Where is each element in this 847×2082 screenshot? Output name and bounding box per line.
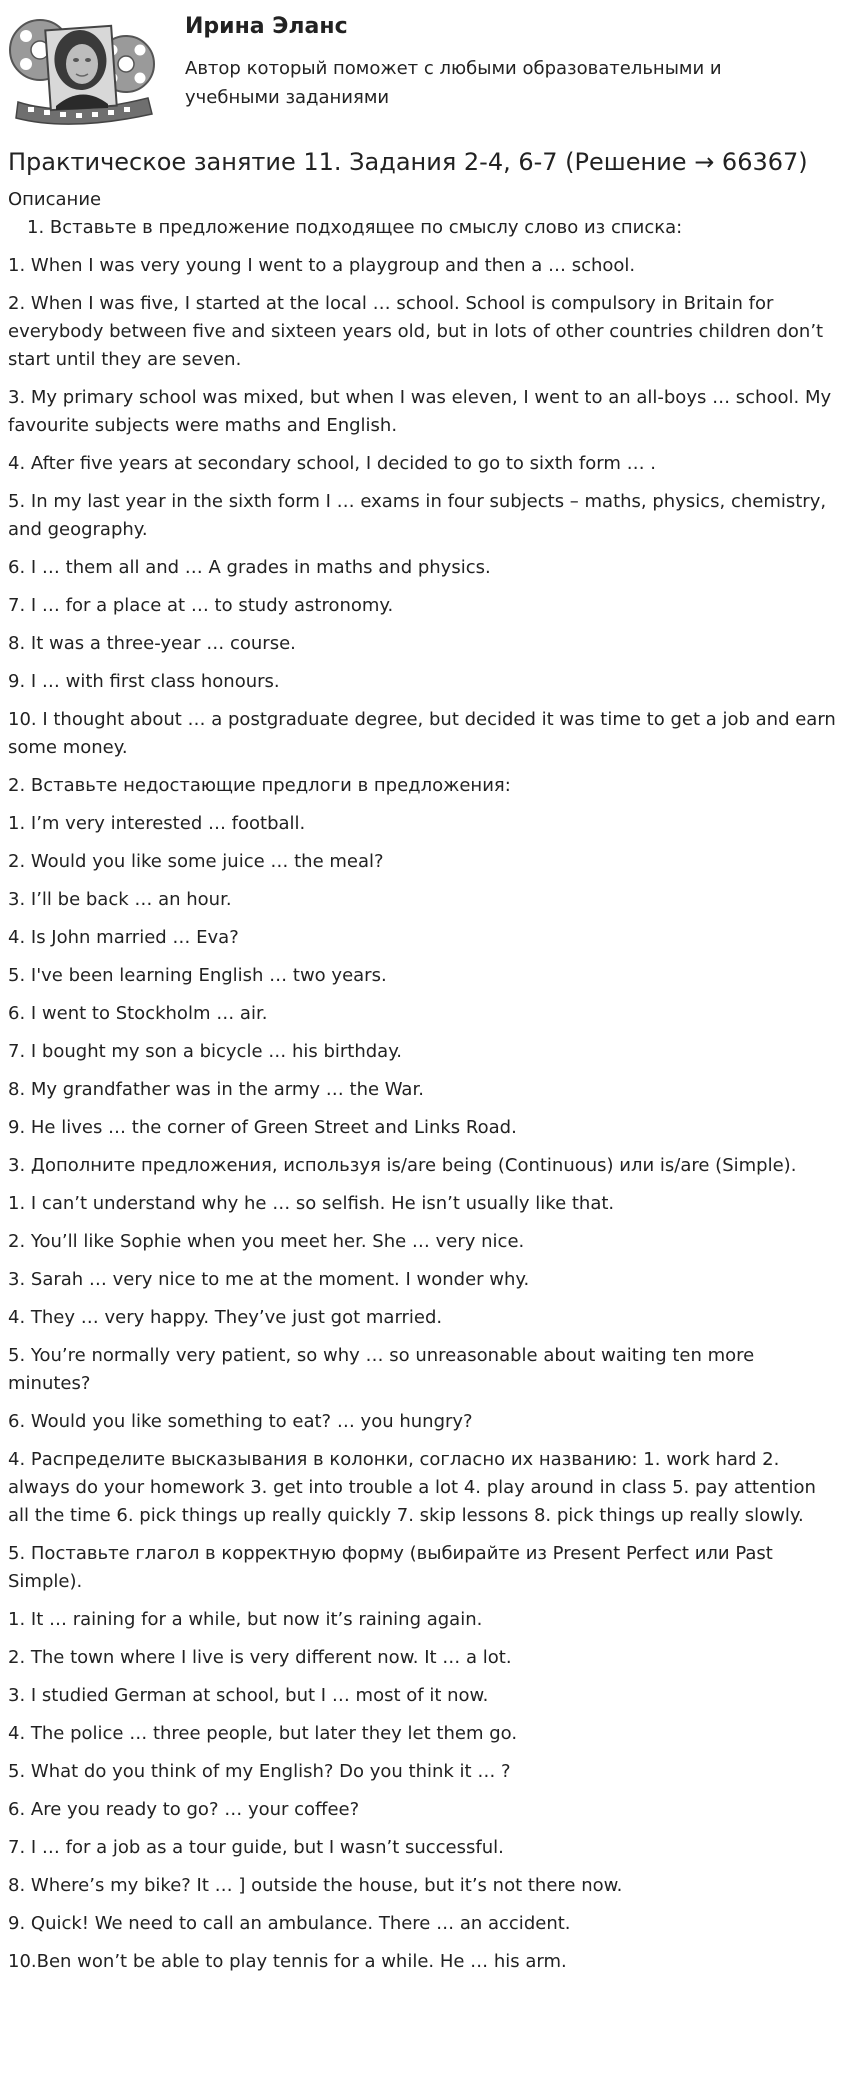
task-paragraph: 4. Распределите высказывания в колонки, согласно их названию: 1. work hard 2. always do your homework 3. get into trouble a lot 4. play around in class 5. pay attention all the time 6. pick things up really quickly 7. skip lessons 8. pick things up really slowly. [8, 1449, 816, 1526]
task-paragraph: 5. What do you think of my English? Do you think it … ? [8, 1761, 511, 1782]
task-paragraph: 7. I … for a job as a tour guide, but I wasn’t successful. [8, 1837, 504, 1858]
author-name[interactable]: Ирина Эланс [185, 14, 348, 39]
task-paragraph: 9. I … with first class honours. [8, 671, 280, 692]
task-paragraph: 6. I went to Stockholm … air. [8, 1003, 268, 1024]
task-list [8, 252, 838, 1976]
task-paragraph: 4. Is John married … Eva? [8, 927, 239, 948]
task-paragraph: 3. My primary school was mixed, but when I was eleven, I went to an all-boys … school. My favourite subjects were maths and English. [8, 387, 832, 436]
task-paragraph: 1. It … raining for a while, but now it’s raining again. [8, 1609, 483, 1630]
task-paragraph: 1. I’m very interested … football. [8, 813, 306, 834]
task-content [8, 214, 838, 1986]
task-paragraph: 5. You’re normally very patient, so why … so unreasonable about waiting ten more minutes? [8, 1345, 755, 1394]
author-description: Автор который поможет с любыми образовательными и учебными заданиями [185, 58, 722, 108]
task-paragraph: 4. The police … three people, but later they let them go. [8, 1723, 518, 1744]
task-paragraph: 3. Дополните предложения, используя is/are being (Continuous) или is/are (Simple). [8, 1155, 797, 1176]
author-photo [8, 6, 158, 128]
task-paragraph: 4. They … very happy. They’ve just got married. [8, 1307, 443, 1328]
task-paragraph: 1. When I was very young I went to a playgroup and then a … school. [8, 255, 636, 276]
author-card [8, 6, 838, 132]
task-paragraph: 7. I bought my son a bicycle … his birthday. [8, 1041, 403, 1062]
description-label: Описание [8, 189, 102, 210]
task-paragraph: 7. I … for a place at … to study astronomy. [8, 595, 394, 616]
task-paragraph: 2. When I was five, I started at the local … school. School is compulsory in Britain for everybody between five and sixteen years old, but in lots of other countries children don’t start until they are seven. [8, 293, 824, 370]
task-paragraph: 2. Would you like some juice … the meal? [8, 851, 384, 872]
task-paragraph: 6. Would you like something to eat? … you hungry? [8, 1411, 473, 1432]
task-paragraph: 10.Ben won’t be able to play tennis for a while. He … his arm. [8, 1951, 567, 1972]
task-paragraph: 2. You’ll like Sophie when you meet her. She … very nice. [8, 1231, 525, 1252]
task-paragraph: 3. Sarah … very nice to me at the moment. I wonder why. [8, 1269, 530, 1290]
task-paragraph: 3. I studied German at school, but I … most of it now. [8, 1685, 489, 1706]
task-paragraph: 4. After five years at secondary school, I decided to go to sixth form … . [8, 453, 657, 474]
task-paragraph: 5. Поставьте глагол в корректную форму (выбирайте из Present Perfect или Past Simple). [8, 1543, 773, 1592]
page-title: Практическое занятие 11. Задания 2-4, 6-7 (Решение → 66367) [8, 148, 808, 176]
task-paragraph: 2. Вставьте недостающие предлоги в предложения: [8, 775, 511, 796]
task-paragraph: 5. In my last year in the sixth form I … exams in four subjects – maths, physics, chemistry, and geography. [8, 491, 827, 540]
task-paragraph: 9. He lives … the corner of Green Street and Links Road. [8, 1117, 517, 1138]
task-paragraph: 3. I’ll be back … an hour. [8, 889, 232, 910]
task-paragraph: 2. The town where I live is very different now. It … a lot. [8, 1647, 512, 1668]
task-paragraph: 9. Quick! We need to call an ambulance. There … an accident. [8, 1913, 571, 1934]
task-paragraph: 8. Where’s my bike? It … ] outside the house, but it’s not there now. [8, 1875, 623, 1896]
task-paragraph: 8. It was a three-year … course. [8, 633, 296, 654]
task-paragraph: 5. I've been learning English … two years. [8, 965, 387, 986]
task-heading: 1. Вставьте в предложение подходящее по смыслу слово из списка: [27, 217, 683, 238]
task-paragraph: 1. I can’t understand why he … so selfish. He isn’t usually like that. [8, 1193, 615, 1214]
task-paragraph: 6. I … them all and … A grades in maths and physics. [8, 557, 491, 578]
task-paragraph: 8. My grandfather was in the army … the War. [8, 1079, 424, 1100]
task-paragraph: 10. I thought about … a postgraduate degree, but decided it was time to get a job and earn some money. [8, 709, 836, 758]
task-paragraph: 6. Are you ready to go? … your coffee? [8, 1799, 360, 1820]
